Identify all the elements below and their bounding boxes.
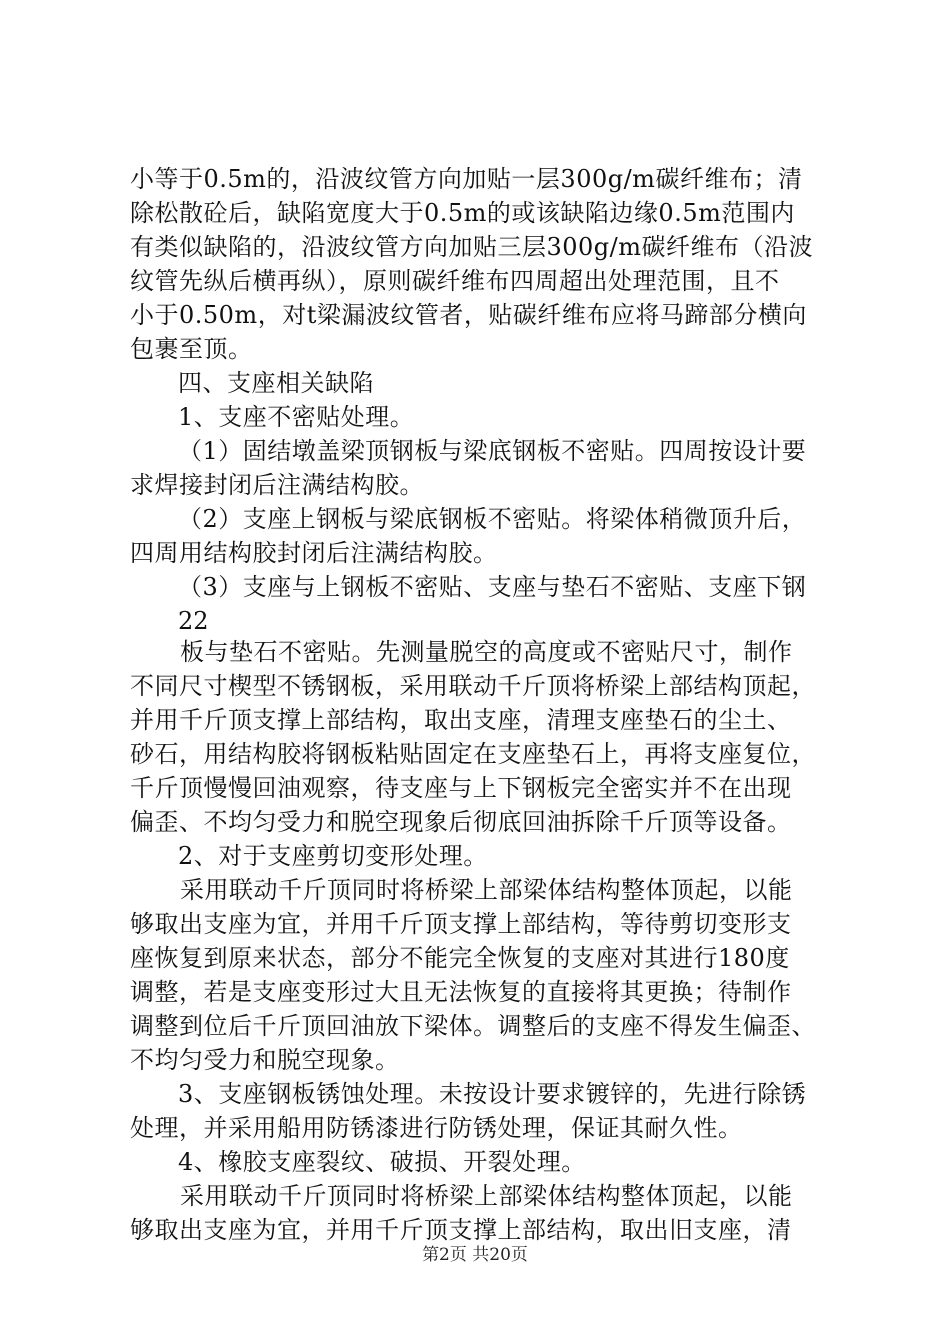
subsection-heading: 1、支座不密贴处理。 bbox=[178, 403, 415, 431]
text-line: （2）支座上钢板与梁底钢板不密贴。将梁体稍微顶升后， bbox=[178, 505, 807, 533]
text-line: 板与垫石不密贴。先测量脱空的高度或不密贴尺寸，制作 bbox=[180, 638, 793, 666]
text-line: 偏歪、不均匀受力和脱空现象后彻底回油拆除千斤顶等设备。 bbox=[130, 808, 792, 836]
subsection-heading: 4、橡胶支座裂纹、破损、开裂处理。 bbox=[178, 1148, 586, 1176]
text-line: 砂石，用结构胶将钢板粘贴固定在支座垫石上，再将支座复位， bbox=[130, 740, 816, 768]
text-line: 小于0.50m，对t梁漏波纹管者，贴碳纤维布应将马蹄部分横向 bbox=[130, 301, 807, 329]
text-line: 不均匀受力和脱空现象。 bbox=[130, 1046, 400, 1074]
section-heading: 四、支座相关缺陷 bbox=[178, 369, 374, 397]
text-line: 求焊接封闭后注满结构胶。 bbox=[130, 471, 424, 499]
text-line: 够取出支座为宜，并用千斤顶支撑上部结构，取出旧支座，清 bbox=[130, 1216, 792, 1244]
text-line: 有类似缺陷的，沿波纹管方向加贴三层300g/m碳纤维布（沿波 bbox=[130, 233, 814, 261]
text-line: 调整到位后千斤顶回油放下梁体。调整后的支座不得发生偏歪、 bbox=[130, 1012, 816, 1040]
text-line: （1）固结墩盖梁顶钢板与梁底钢板不密贴。四周按设计要 bbox=[178, 437, 807, 465]
text-line: 座恢复到原来状态，部分不能完全恢复的支座对其进行180度 bbox=[130, 944, 790, 972]
page-footer: 第2页 共20页 bbox=[422, 1245, 528, 1265]
text-line: 调整，若是支座变形过大且无法恢复的直接将其更换；待制作 bbox=[130, 978, 792, 1006]
text-line: 采用联动千斤顶同时将桥梁上部梁体结构整体顶起，以能 bbox=[180, 876, 793, 904]
text-line: 除松散砼后，缺陷宽度大于0.5m的或该缺陷边缘0.5m范围内 bbox=[130, 199, 795, 227]
text-line: 千斤顶慢慢回油观察，待支座与上下钢板完全密实并不在出现 bbox=[130, 774, 792, 802]
text-line: 不同尺寸楔型不锈钢板，采用联动千斤顶将桥梁上部结构顶起， bbox=[130, 672, 816, 700]
text-line: 纹管先纵后横再纵），原则碳纤维布四周超出处理范围，且不 bbox=[130, 267, 780, 295]
text-line: 小等于0.5m的，沿波纹管方向加贴一层300g/m碳纤维布；清 bbox=[130, 165, 803, 193]
text-line: 四周用结构胶封闭后注满结构胶。 bbox=[130, 539, 498, 567]
text-line: 包裹至顶。 bbox=[130, 335, 253, 363]
source-page-number: 22 bbox=[178, 607, 209, 635]
subsection-heading: 3、支座钢板锈蚀处理。未按设计要求镀锌的，先进行除锈 bbox=[178, 1080, 807, 1108]
subsection-heading: 2、对于支座剪切变形处理。 bbox=[178, 842, 488, 870]
text-line: （3）支座与上钢板不密贴、支座与垫石不密贴、支座下钢 bbox=[178, 573, 807, 601]
text-line: 够取出支座为宜，并用千斤顶支撑上部结构，等待剪切变形支 bbox=[130, 910, 792, 938]
text-line: 采用联动千斤顶同时将桥梁上部梁体结构整体顶起，以能 bbox=[180, 1182, 793, 1210]
text-line: 处理，并采用船用防锈漆进行防锈处理，保证其耐久性。 bbox=[130, 1114, 743, 1142]
text-line: 并用千斤顶支撑上部结构，取出支座，清理支座垫石的尘土、 bbox=[130, 706, 792, 734]
